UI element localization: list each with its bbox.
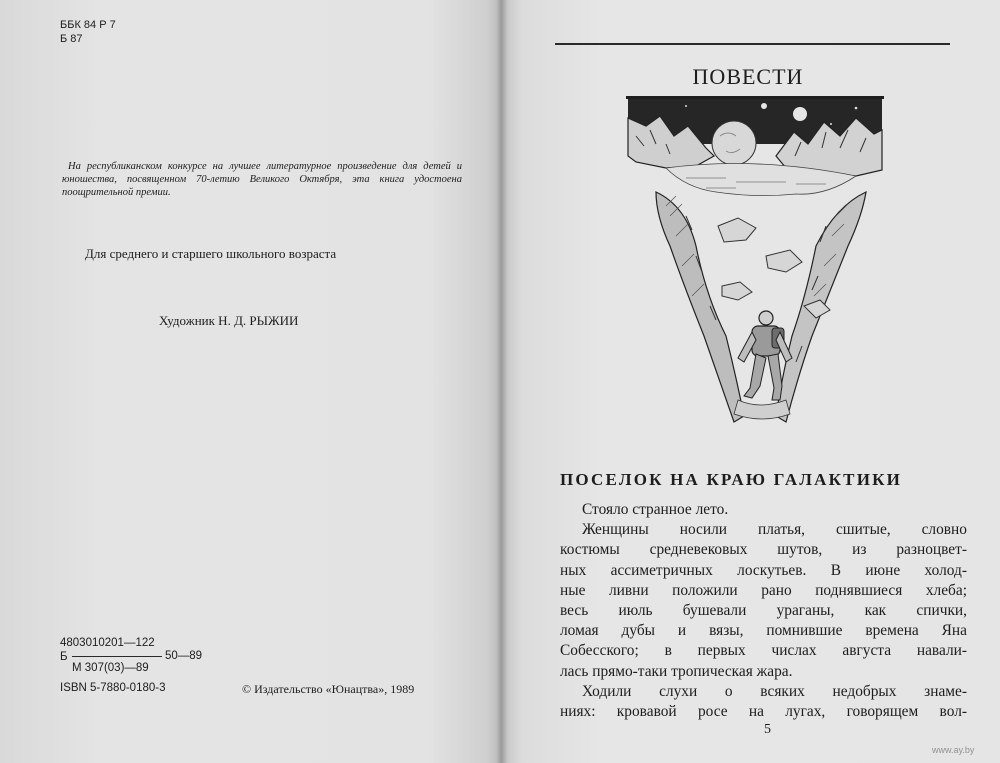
page-number: 5: [764, 722, 771, 737]
artist-credit: Художник Н. Д. РЫЖИИ: [159, 313, 299, 328]
body-line: Ходили слухи о всяких недобрых знаме-: [582, 682, 967, 700]
bbk-block: [60, 18, 116, 46]
body-line: костюмы средневековых шутов, из разноцвет-: [560, 541, 967, 559]
section-title: ПОВЕСТИ: [692, 64, 804, 89]
body-line: Женщины носили платья, сшитые, словно: [582, 521, 967, 539]
story-body: [560, 500, 967, 722]
body-line: ных ассиметричных лоскутьев. В июне холод-: [560, 561, 967, 579]
header-rule: [555, 43, 950, 45]
catalog-rule: [72, 656, 162, 657]
catalog-letter: Б: [60, 651, 68, 663]
body-line: ниях: кровавой росе на лугах, говорящем вол-: [560, 702, 967, 720]
body-line: ные ливни положили рано поднявшиеся хлеба;: [560, 581, 967, 599]
story-title: ПОСЕЛОК НА КРАЮ ГАЛАКТИКИ: [560, 470, 903, 489]
body-line: весь июль бушевали ураганы, как спички,: [560, 601, 967, 619]
copyright-line: © Издательство «Юнацтва», 1989: [242, 682, 415, 696]
right-page: [502, 0, 1000, 763]
watermark: www.ay.by: [932, 745, 975, 755]
astronaut-illustration: [626, 96, 884, 426]
catalog-bottom: М 307(03)—89: [72, 662, 149, 674]
bbk-code: ББК 84 Р 7: [60, 19, 116, 31]
catalog-top: 4803010201—122: [60, 637, 155, 649]
age-note: Для среднего и старшего школьного возраста: [85, 246, 337, 261]
book-gutter: [496, 0, 508, 763]
award-note: На республиканском конкурсе на лучшее литературное произведение для детей и юношества, посвященном 70-летию Великого Октября, эта книга удостоена поощрительной премии.: [62, 161, 462, 198]
isbn: ISBN 5-7880-0180-3: [60, 682, 166, 694]
author-mark: Б 87: [60, 33, 83, 45]
body-line: Собесского; в первых числах августа навали-: [560, 642, 967, 660]
catalog-code: 50—89: [165, 650, 203, 662]
body-line: лась прямо-таки тропическая жара.: [560, 662, 793, 680]
body-line: ломая дубы и вязы, помнившие времена Яна: [560, 622, 967, 640]
body-line: Стояло странное лето.: [582, 501, 729, 518]
